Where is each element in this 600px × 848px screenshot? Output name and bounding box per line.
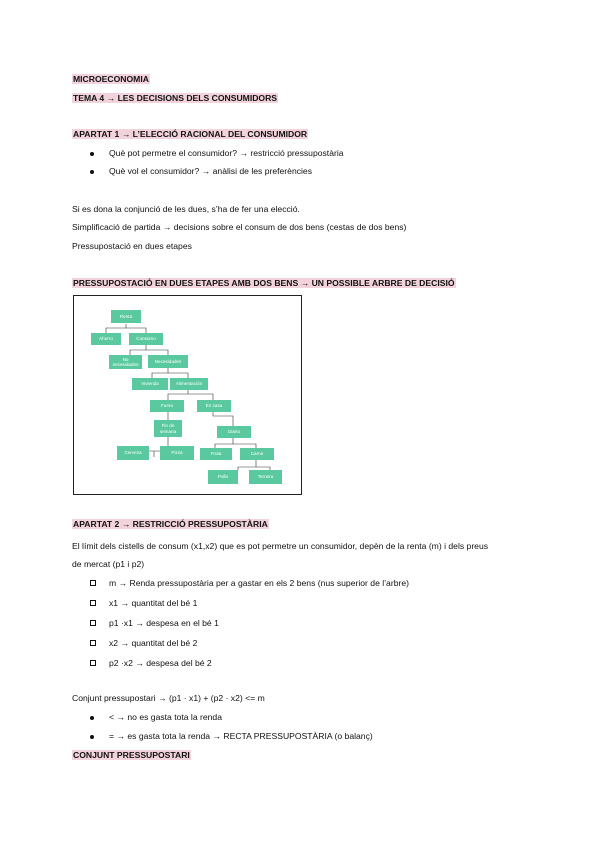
- topic-heading: TEMA 4 → LES DECISIONS DELS CONSUMIDORS: [73, 93, 278, 103]
- node-fin-de-semana: Fin de semana: [154, 420, 182, 437]
- node-en-casa: En casa: [197, 400, 231, 412]
- node-cerveza: Cerveza: [117, 446, 149, 460]
- section2-item-2: x1 → quantitat del bé 1: [109, 598, 198, 608]
- section2-case-1: < → no es gasta tota la renda: [109, 712, 222, 722]
- node-alimentacion: Alimentación: [170, 378, 208, 390]
- node-no-necesidades: No necesidades: [109, 355, 142, 369]
- node-ahorro: Ahorro: [91, 333, 121, 345]
- node-pollo: Pollo: [208, 470, 238, 484]
- section2-item-4: x2 → quantitat del bé 2: [109, 638, 198, 648]
- section2-item-5: p2 ·x2 → despesa del bé 2: [109, 658, 212, 668]
- checkbox-bullet: [90, 600, 96, 606]
- subject-heading: MICROECONOMIA: [73, 74, 149, 84]
- section1-paragraph-2: Simplificació de partida → decisions sobre el consum de dos bens (cestas de dos bens): [72, 222, 407, 232]
- bullet-dot: [90, 170, 94, 174]
- section2-subtitle: CONJUNT PRESSUPOSTARI: [73, 750, 190, 760]
- node-pizza: Pizza: [160, 446, 194, 460]
- section2-intro-line1: El límit dels cistells de consum (x1,x2) que es pot permetre un consumidor, depèn de la renta (m) i dels preus: [72, 541, 489, 551]
- section1-paragraph-1: Si es dona la conjunció de les dues, s’ha de fer una elecció.: [72, 204, 300, 214]
- checkbox-bullet: [90, 620, 96, 626]
- node-fruta: Fruta: [200, 448, 232, 460]
- section1-bullet-1: Què pot permetre el consumidor? → restricció pressupostària: [109, 148, 344, 158]
- node-fuera: Fuera: [150, 400, 184, 412]
- section2-item-3: p1 ·x1 → despesa en el bé 1: [109, 618, 219, 628]
- section1-title: APARTAT 1 → L’ELECCIÓ RACIONAL DEL CONSUMIDOR: [73, 129, 308, 139]
- decision-tree-diagram: [73, 295, 302, 495]
- section2-title: APARTAT 2 → RESTRICCIÓ PRESSUPOSTÀRIA: [73, 519, 268, 529]
- node-necesidades: Necesidades: [148, 355, 188, 368]
- bullet-dot: [90, 716, 94, 720]
- checkbox-bullet: [90, 640, 96, 646]
- section2-intro-line2: de mercat (p1 i p2): [72, 559, 145, 569]
- bullet-dot: [90, 735, 94, 739]
- bullet-dot: [90, 152, 94, 156]
- node-renta: Renta: [111, 310, 141, 323]
- section1-bullet-2: Què vol el consumidor? → anàlisi de les preferències: [109, 166, 313, 176]
- budget-set-formula: Conjunt pressupostari → (p1 · x1) + (p2 · x2) <= m: [72, 693, 265, 703]
- tree-section-title: PRESSUPOSTACIÓ EN DUES ETAPES AMB DOS BENS → UN POSSIBLE ARBRE DE DECISIÓ: [73, 278, 455, 288]
- checkbox-bullet: [90, 660, 96, 666]
- section2-item-1: m → Renda pressupostària per a gastar en els 2 bens (nus superior de l’arbre): [109, 578, 409, 588]
- node-ternera: Ternera: [249, 470, 282, 484]
- checkbox-bullet: [90, 580, 96, 586]
- node-carne: Carne: [240, 448, 274, 460]
- section1-paragraph-3: Pressupostació en dues etapes: [72, 241, 192, 251]
- section2-case-2: = → es gasta tota la renda → RECTA PRESSUPOSTÀRIA (o balanç): [109, 731, 373, 741]
- node-consumo: Consumo: [129, 333, 163, 345]
- node-vivienda: Vivienda: [132, 378, 168, 390]
- node-diario: Diario: [217, 426, 251, 438]
- tree-connectors: [74, 296, 303, 496]
